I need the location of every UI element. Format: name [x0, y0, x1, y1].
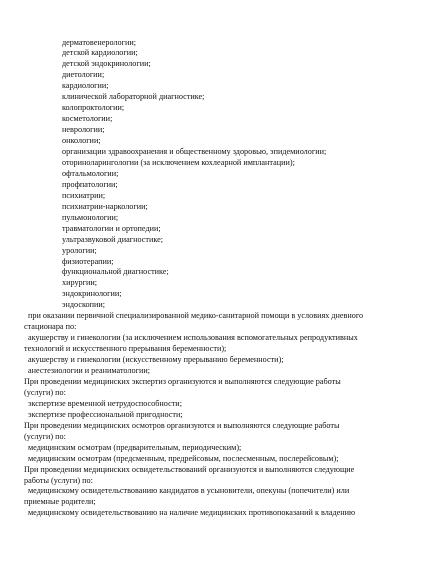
text-line: психиатрии-наркологии; [62, 201, 148, 211]
text-line: урологии; [62, 245, 97, 255]
text-line: медицинскому освидетельствованию на наличие медицинских противопоказаний к владению [28, 508, 356, 518]
text-line: экспертизе профессиональной пригодности; [28, 409, 183, 419]
text-line: оториноларингологии (за исключением кохлеарной имплантации); [62, 157, 295, 167]
text-line: хирургии; [62, 278, 98, 288]
text-line: организации здравоохранения и общественному здоровью, эпидемиологии; [62, 147, 327, 156]
text-line: акушерству и гинекологии (за исключением использования вспомогательных репродуктивных [28, 333, 358, 343]
text-line: При проведении медицинских осмотров организуются и выполняются следующие работы [24, 420, 340, 430]
text-line: приемные родители; [24, 497, 96, 507]
text-line: ультразвуковой диагностике; [62, 234, 164, 244]
text-line: косметологии; [62, 114, 113, 124]
text-line: стационара по: [24, 322, 77, 332]
text-line: При проведении медицинских экспертиз организуются и выполняются следующие работы [24, 376, 341, 386]
text-line: технологий и искусственного прерывания беременности); [24, 344, 227, 354]
text-line: офтальмологии; [62, 168, 119, 178]
text-line: профпатологии; [62, 179, 118, 189]
text-line: эндоскопии; [62, 300, 106, 310]
text-line: при оказании первичной специализированной медико-санитарной помощи в условиях дневного [28, 311, 364, 321]
text-line: детской кардиологии; [62, 48, 138, 58]
text-line: физиотерапии; [62, 256, 114, 266]
text-line: травматологии и ортопедии; [62, 223, 161, 233]
text-line: работы (услуги) по: [24, 475, 93, 485]
text-line: неврологии; [62, 125, 105, 135]
text-line: медицинским осмотрам (предсменным, предрейсовым, послесменным, послерейсовым); [28, 453, 339, 463]
text-line: экспертизе временной нетрудоспособности; [28, 398, 182, 408]
text-line: онкологии; [62, 136, 101, 146]
text-line: колопроктологии; [62, 103, 125, 113]
text-line: эндокринологии; [62, 289, 122, 299]
text-line: клинической лабораторной диагностике; [62, 92, 205, 102]
text-line: диетологии; [62, 70, 105, 80]
text-line: кардиологии; [62, 81, 109, 91]
text-line: пульмонологии; [62, 212, 119, 222]
text-line: медицинскому освидетельствованию кандидатов в усыновители, опекуны (попечители) или [28, 486, 350, 496]
text-line: (услуги) по: [24, 387, 66, 397]
text-line: акушерству и гинекологии (искусственному прерыванию беременности); [28, 355, 284, 365]
text-line: дерматовенерологии; [62, 37, 137, 47]
text-line: анестезиологии и реаниматологии; [28, 366, 150, 375]
text-line: При проведении медицинских освидетельствований организуются и выполняются следующие [24, 464, 355, 474]
text-line: функциональной диагностике; [62, 267, 169, 277]
text-line: медицинским осмотрам (предварительным, периодическим); [28, 442, 242, 452]
text-line: (услуги) по: [24, 431, 66, 441]
text-line: психиатрии; [62, 190, 106, 200]
text-line: детской эндокринологии; [62, 59, 151, 69]
